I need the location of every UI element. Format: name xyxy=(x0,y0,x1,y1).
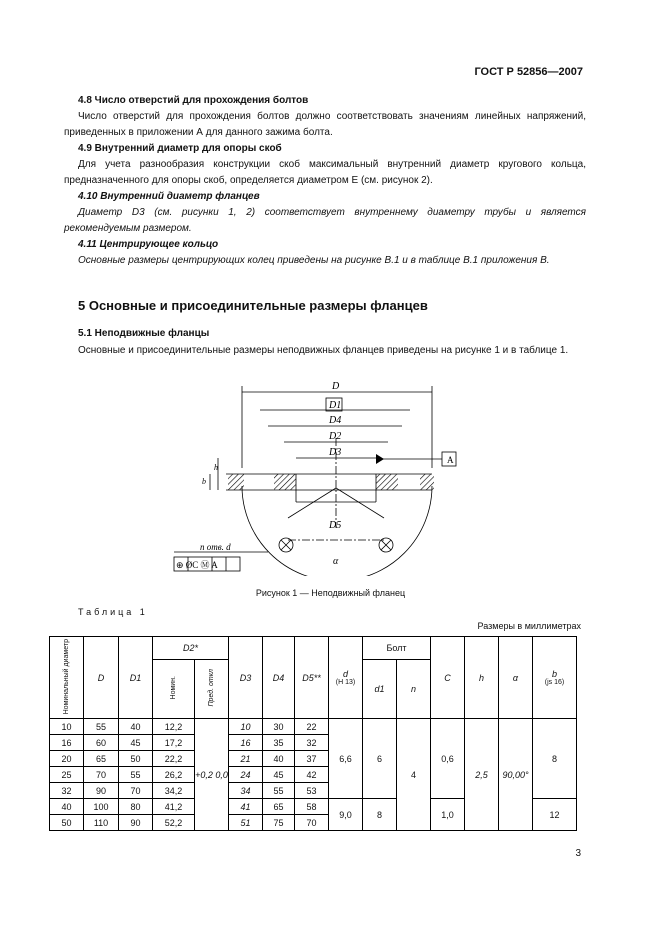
section-4-9-title: 4.9 Внутренний диаметр для опоры скоб xyxy=(78,143,282,154)
section-4-11-title: 4.11 Центрирующее кольцо xyxy=(78,239,219,250)
header-nominal-diameter: Номинальный диаметр xyxy=(63,638,70,715)
label-D: D xyxy=(332,381,340,392)
table-cell: 80 xyxy=(119,799,153,815)
table-cell: 20 xyxy=(50,751,84,767)
table-label: Таблица 1 xyxy=(78,607,148,617)
table-cell: 2,5 xyxy=(465,719,499,831)
table-cell: 50 xyxy=(50,815,84,831)
table-cell: 34,2 xyxy=(153,783,195,799)
header-d: d xyxy=(342,669,348,679)
table-cell: 34 xyxy=(229,783,263,799)
header-b-fit: (js 16) xyxy=(544,679,565,686)
table-cell: 53 xyxy=(295,783,329,799)
table-cell: 40 xyxy=(50,799,84,815)
table-units: Размеры в миллиметрах xyxy=(477,621,581,631)
table-cell: 26,2 xyxy=(153,767,195,783)
table-cell: 75 xyxy=(263,815,295,831)
table-cell: 55 xyxy=(263,783,295,799)
table-cell: 10 xyxy=(50,719,84,735)
table-cell: 8 xyxy=(533,719,577,799)
table-cell: 32 xyxy=(295,735,329,751)
table-cell: 55 xyxy=(84,719,119,735)
table-cell: 51 xyxy=(229,815,263,831)
table-cell: 24 xyxy=(229,767,263,783)
label-D4: D4 xyxy=(329,415,342,426)
table-cell: 22,2 xyxy=(153,751,195,767)
table-cell: 12 xyxy=(533,799,577,831)
label-holes: n отв. d xyxy=(200,542,231,552)
table-row xyxy=(50,719,577,735)
table-cell: 4 xyxy=(397,719,431,831)
table-cell: 10 xyxy=(229,719,263,735)
table-cell: 1,0 xyxy=(431,799,465,831)
table-cell: 42 xyxy=(295,767,329,783)
table-cell: 90 xyxy=(119,815,153,831)
table-cell: 70 xyxy=(295,815,329,831)
table-cell: 60 xyxy=(84,735,119,751)
table-cell: 40 xyxy=(263,751,295,767)
header-C: C xyxy=(431,637,465,719)
table-cell: 45 xyxy=(263,767,295,783)
table-cell: 16 xyxy=(229,735,263,751)
table-cell: 6 xyxy=(363,719,397,799)
table-cell: 41 xyxy=(229,799,263,815)
table-cell: 0,6 xyxy=(431,719,465,799)
label-D5: D5 xyxy=(329,520,342,531)
table-cell: 41,2 xyxy=(153,799,195,815)
table-cell: 9,0 xyxy=(329,799,363,831)
header-D1: D1 xyxy=(119,637,153,719)
table-cell: 90,00° xyxy=(499,719,533,831)
label-D1: D1 xyxy=(329,400,342,411)
page-number: 3 xyxy=(575,848,581,859)
header-D2-nominal: Номин. xyxy=(170,676,177,700)
table-cell: 30 xyxy=(263,719,295,735)
table-cell: 25 xyxy=(50,767,84,783)
table-cell: 16 xyxy=(50,735,84,751)
tolerance-frame: ⊕ ØC Ⓜ A xyxy=(176,560,218,570)
label-b: b xyxy=(202,477,206,486)
header-D2: D2* xyxy=(153,637,229,660)
section-4-10-text: Диаметр D3 (см. рисунки 1, 2) соответствует внутреннему диаметру трубы и является рекомендуемым размером. xyxy=(64,207,586,234)
section-5-1-title: 5.1 Неподвижные фланцы xyxy=(78,328,210,339)
label-datum-A: A xyxy=(447,455,454,465)
section-4-9-text: Для учета разнообразия конструкции скоб максимальный внутренний диаметр кругового кольца, предназначенного для опоры скоб, определяется диаметром E (см. рисунок 2). xyxy=(64,159,586,186)
label-D2: D2 xyxy=(329,431,342,442)
table-cell: 70 xyxy=(119,783,153,799)
header-d1: d1 xyxy=(363,660,397,719)
table-cell: 110 xyxy=(84,815,119,831)
table-cell: 17,2 xyxy=(153,735,195,751)
label-h: h xyxy=(214,463,218,472)
table-cell: 35 xyxy=(263,735,295,751)
section-4-8-text: Число отверстий для прохождения болтов должно соответствовать значениям линейных напряжений, приведенных в приложении А для данного зажима болта. xyxy=(64,111,586,138)
table-cell: 50 xyxy=(119,751,153,767)
table-cell: 45 xyxy=(119,735,153,751)
header-n: n xyxy=(397,660,431,719)
header-alpha: α xyxy=(499,637,533,719)
header-D5: D5** xyxy=(295,637,329,719)
header-h: h xyxy=(465,637,499,719)
table-cell: 32 xyxy=(50,783,84,799)
section-4-10-title: 4.10 Внутренний диаметр фланцев xyxy=(78,191,260,202)
table-cell: 37 xyxy=(295,751,329,767)
table-cell: 8 xyxy=(363,799,397,831)
flange-dimensions-table xyxy=(49,636,577,831)
header-D4: D4 xyxy=(263,637,295,719)
header-d-fit: (H 13) xyxy=(335,679,356,686)
flange-drawing xyxy=(170,378,470,576)
section-5-1-text: Основные и присоединительные размеры неподвижных фланцев приведены на рисунке 1 и в таблице 1. xyxy=(78,345,569,356)
label-alpha: α xyxy=(333,556,339,567)
label-D3: D3 xyxy=(329,447,342,458)
table-cell: 90 xyxy=(84,783,119,799)
header-D3: D3 xyxy=(229,637,263,719)
header-D: D xyxy=(84,637,119,719)
table-cell: 40 xyxy=(119,719,153,735)
table-cell: 58 xyxy=(295,799,329,815)
table-cell: 22 xyxy=(295,719,329,735)
table-cell: +0,2 0,0 xyxy=(195,719,229,831)
table-cell: 12,2 xyxy=(153,719,195,735)
section-4-8-title: 4.8 Число отверстий для прохождения болтов xyxy=(78,95,309,106)
table-cell: 65 xyxy=(84,751,119,767)
table-cell: 65 xyxy=(263,799,295,815)
section-4-11-text: Основные размеры центрирующих колец приведены на рисунке В.1 и в таблице В.1 приложения В. xyxy=(78,255,550,266)
table-cell: 52,2 xyxy=(153,815,195,831)
section-5-title: 5 Основные и присоединительные размеры фланцев xyxy=(78,298,428,313)
table-cell: 21 xyxy=(229,751,263,767)
header-D2-tolerance: Пред. откл xyxy=(208,669,215,707)
table-cell: 55 xyxy=(119,767,153,783)
table-cell: 70 xyxy=(84,767,119,783)
table-cell: 6,6 xyxy=(329,719,363,799)
header-bolt: Болт xyxy=(363,637,431,660)
table-cell: 100 xyxy=(84,799,119,815)
standard-number: ГОСТ Р 52856—2007 xyxy=(474,66,583,78)
header-b: b xyxy=(551,669,557,679)
figure-caption: Рисунок 1 — Неподвижный фланец xyxy=(255,588,406,598)
